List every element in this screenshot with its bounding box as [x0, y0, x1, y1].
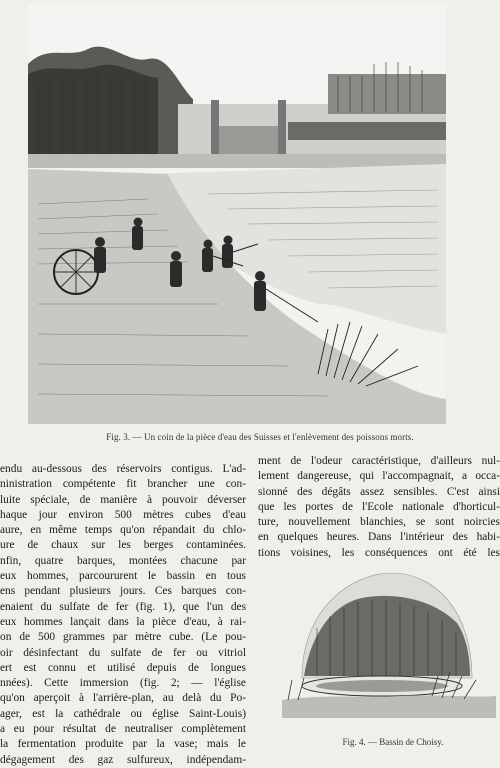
- text-line: oir désinfectant du sulfate de fer ou vitriol: [0, 646, 246, 659]
- text-line: ens pendant plusieurs jours. Ces barques con-: [0, 585, 246, 598]
- text-line: ert est connu et utilisé depuis de longues: [0, 661, 246, 674]
- figure-3-caption: Fig. 3. — Un coin de la pièce d'eau des Suisses et l'enlèvement des poissons morts.: [106, 432, 414, 442]
- text-line: la fermentation produite par la vase; mais le: [0, 738, 246, 751]
- text-line: endu au-dessous des réservoirs contigus. L'ad-: [0, 463, 246, 475]
- text-line: dégagement des gaz sulfureux, indépendam-: [0, 753, 246, 766]
- text-line: a eu pour résultat de neutraliser complètement: [0, 723, 246, 736]
- text-line: ninistration compétente fit brancher une con-: [0, 478, 246, 491]
- text-line: enaient du sulfate de fer (fig. 1), que l'un des: [0, 600, 246, 613]
- right-text-column: [258, 454, 500, 561]
- text-line: que les portes de l'Ecole nationale d'horticul-: [258, 500, 500, 513]
- text-line: ture, nouvellement blanchies, se sont noircies: [258, 516, 500, 529]
- text-line: lement dangereuse, qui l'accompagnait, a occa-: [258, 470, 500, 483]
- text-line: haque jour environ 500 mètres cubes d'eau: [0, 508, 246, 521]
- text-line: luite spéciale, de manière à pouvoir déverser: [0, 493, 246, 506]
- figure-4-caption: Fig. 4. — Bassin de Choisy.: [342, 737, 444, 747]
- text-line: eux hommes, parcoururent le bassin en tous: [0, 570, 246, 583]
- text-line: en quelques heures. Dans l'intérieur des habi-: [258, 531, 500, 544]
- text-line: nnées). Cette immersion (fig. 2; — l'église: [0, 677, 246, 690]
- text-line: nfin, quatre barques, montées chacune par: [0, 554, 246, 567]
- text-line: aure, en même temps qu'on répandait du chlo-: [0, 524, 246, 537]
- text-line: ager, est la cathédrale ou église Saint-Louis): [0, 707, 246, 720]
- text-line: sionné des dégâts assez sensibles. C'est ainsi: [258, 485, 500, 498]
- text-line: tions voisines, les conséquences ont été les: [258, 546, 500, 559]
- text-line: eux hommes lançait dans la pièce d'eau, à rai-: [0, 615, 246, 628]
- text-line: qu'on aperçoit à l'arrière-plan, au delà du Po-: [0, 692, 246, 705]
- left-text-column: [0, 462, 246, 768]
- figure-4-engraving: [282, 568, 496, 728]
- text-line: ment de l'odeur caractéristique, d'ailleurs nul-: [258, 455, 500, 467]
- figure-3-engraving: [28, 4, 446, 424]
- text-line: on de 500 grammes par mètre cube. (Le pou-: [0, 631, 246, 644]
- text-line: ure de chaux sur les berges contaminées.: [0, 539, 246, 552]
